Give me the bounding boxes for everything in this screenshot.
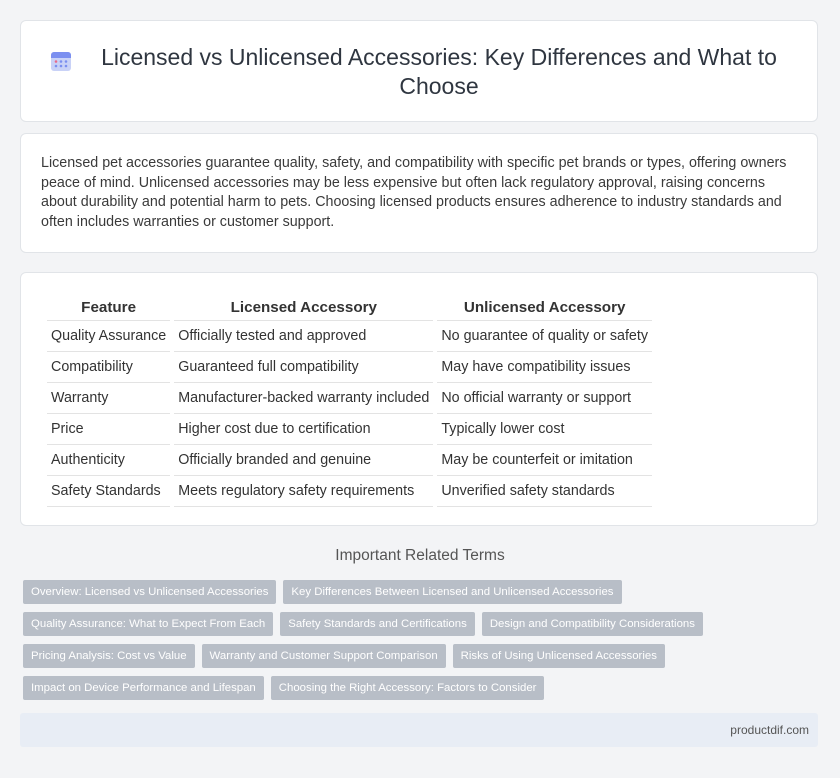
header-feature: Feature bbox=[47, 293, 170, 321]
cell-licensed: Manufacturer-backed warranty included bbox=[174, 383, 433, 414]
table-header-row bbox=[47, 293, 652, 321]
header-card bbox=[20, 20, 818, 122]
footer bbox=[20, 713, 818, 747]
cell-unlicensed: Unverified safety standards bbox=[437, 476, 652, 507]
intro-paragraph: Licensed pet accessories guarantee quality, safety, and compatibility with specific pet brands or types, offering owners peace of mind. Unlicensed accessories may be less expensive but often lack regulatory approval, raising concerns about durability and potential harm to pets. Choosing licensed products ensures adherence to industry standards and often includes warranties or customer support. bbox=[41, 155, 787, 231]
table-row bbox=[47, 352, 652, 383]
intro-card bbox=[20, 133, 818, 253]
page-title: Licensed vs Unlicensed Accessories: Key Differences and What to Choose bbox=[101, 44, 777, 99]
calendar-icon bbox=[49, 49, 73, 73]
title-wrap bbox=[21, 43, 817, 101]
comparison-table bbox=[43, 293, 656, 507]
related-terms-title: Important Related Terms bbox=[335, 547, 505, 564]
cell-licensed: Officially branded and genuine bbox=[174, 445, 433, 476]
cell-feature: Authenticity bbox=[47, 445, 170, 476]
cell-licensed: Higher cost due to certification bbox=[174, 414, 433, 445]
related-term-tag[interactable]: Risks of Using Unlicensed Accessories bbox=[453, 644, 665, 668]
table-row bbox=[47, 414, 652, 445]
cell-licensed: Meets regulatory safety requirements bbox=[174, 476, 433, 507]
cell-licensed: Guaranteed full compatibility bbox=[174, 352, 433, 383]
cell-unlicensed: No official warranty or support bbox=[437, 383, 652, 414]
cell-feature: Safety Standards bbox=[47, 476, 170, 507]
cell-unlicensed: May be counterfeit or imitation bbox=[437, 445, 652, 476]
cell-unlicensed: Typically lower cost bbox=[437, 414, 652, 445]
related-terms-list bbox=[23, 580, 813, 700]
cell-licensed: Officially tested and approved bbox=[174, 321, 433, 352]
related-term-tag[interactable]: Design and Compatibility Considerations bbox=[482, 612, 703, 636]
cell-unlicensed: May have compatibility issues bbox=[437, 352, 652, 383]
footer-site-link[interactable]: productdif.com bbox=[730, 723, 809, 737]
table-row bbox=[47, 476, 652, 507]
related-term-tag[interactable]: Pricing Analysis: Cost vs Value bbox=[23, 644, 195, 668]
related-term-tag[interactable]: Warranty and Customer Support Comparison bbox=[202, 644, 446, 668]
cell-feature: Price bbox=[47, 414, 170, 445]
related-term-tag[interactable]: Overview: Licensed vs Unlicensed Accessories bbox=[23, 580, 276, 604]
cell-feature: Compatibility bbox=[47, 352, 170, 383]
cell-feature: Quality Assurance bbox=[47, 321, 170, 352]
cell-unlicensed: No guarantee of quality or safety bbox=[437, 321, 652, 352]
related-term-tag[interactable]: Safety Standards and Certifications bbox=[280, 612, 475, 636]
comparison-card bbox=[20, 272, 818, 526]
related-term-tag[interactable]: Quality Assurance: What to Expect From Each bbox=[23, 612, 273, 636]
header-licensed: Licensed Accessory bbox=[174, 293, 433, 321]
header-unlicensed: Unlicensed Accessory bbox=[437, 293, 652, 321]
table-row bbox=[47, 445, 652, 476]
table-row bbox=[47, 321, 652, 352]
related-term-tag[interactable]: Key Differences Between Licensed and Unlicensed Accessories bbox=[283, 580, 621, 604]
related-term-tag[interactable]: Choosing the Right Accessory: Factors to Consider bbox=[271, 676, 545, 700]
related-term-tag[interactable]: Impact on Device Performance and Lifespan bbox=[23, 676, 264, 700]
cell-feature: Warranty bbox=[47, 383, 170, 414]
table-row bbox=[47, 383, 652, 414]
